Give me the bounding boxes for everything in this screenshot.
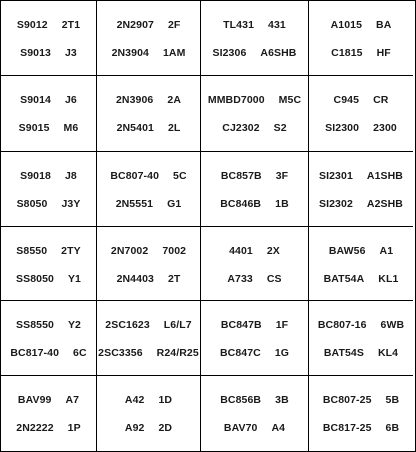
table-cell [1,376,97,451]
part-number: S8050 [16,198,48,210]
part-entry [309,198,413,210]
part-number: 2N2222 [16,422,54,434]
part-entry [1,245,96,257]
table-cell [1,227,97,301]
part-entry [201,273,308,285]
marking-code: 2F [167,19,181,31]
part-number: 2N4403 [116,273,154,285]
marking-code: 2X [266,245,280,257]
part-entry [1,170,96,182]
part-number: BAT54A [323,273,365,285]
marking-code: A2SHB [366,198,403,210]
part-number: SI2301 [319,170,353,182]
part-entry [201,170,308,182]
part-entry [201,94,308,106]
part-entry [201,319,308,331]
part-number: BC847B [220,319,262,331]
table-cell [97,227,201,301]
table-cell [97,152,201,227]
part-entry [1,347,96,359]
part-entry [201,347,308,359]
marking-code: CS [266,273,282,285]
part-entry [97,170,200,182]
marking-code: Y2 [67,319,81,331]
marking-code: 2D [158,422,173,434]
part-entry [97,94,200,106]
part-number: A42 [124,394,145,406]
marking-code: S2 [273,122,287,134]
part-entry [309,47,413,59]
part-entry [97,394,200,406]
part-number: MMBD7000 [207,94,265,106]
part-number: BAT54S [323,347,364,359]
part-entry [97,347,200,359]
marking-code: 2T [167,273,181,285]
part-number: S9013 [20,47,51,59]
part-number: BC807-40 [110,170,160,182]
marking-code: 6C [73,347,87,359]
part-number: 2N3906 [115,94,154,106]
marking-code: M6 [63,122,79,134]
part-number: BAV99 [17,394,52,406]
part-number: 2N5401 [116,122,154,134]
part-entry [97,245,200,257]
marking-code: 2L [167,122,181,134]
part-number: 2SC1623 [105,319,150,331]
table-cell [309,152,413,227]
part-entry [309,422,413,434]
marking-code: 1G [274,347,290,359]
marking-code: 3B [275,394,289,406]
part-number: S9014 [20,94,51,106]
part-entry [309,394,413,406]
part-number: BAV70 [223,422,258,434]
marking-code: L6/L7 [163,319,192,331]
part-number: BC857B [220,170,262,182]
table-cell [1,152,97,227]
part-number: S9012 [16,19,48,31]
part-number: SI2302 [319,198,353,210]
part-entry [201,198,308,210]
part-number: BC856B [220,394,262,406]
table-cell [309,376,413,451]
part-entry [1,273,96,285]
marking-code: 1D [158,394,173,406]
table-cell [97,301,201,376]
part-entry [97,273,200,285]
part-number: SS8050 [15,273,54,285]
part-number: BC817-25 [322,422,372,434]
part-entry [97,198,200,210]
marking-code: HF [376,47,391,59]
marking-code: CR [373,94,389,106]
table-cell [201,152,309,227]
part-entry [1,47,96,59]
marking-code: 1F [275,319,289,331]
marking-code: M5C [278,94,302,106]
part-number: CJ2302 [222,122,260,134]
table-cell [97,76,201,152]
marking-code: J3 [64,47,77,59]
part-number: BC846B [220,198,262,210]
part-number: BC847C [219,347,261,359]
marking-code: A4 [271,422,286,434]
marking-code: R24/R25 [156,347,199,359]
marking-code: KL1 [378,273,399,285]
marking-code: 1AM [162,47,186,59]
part-number: SS8550 [15,319,54,331]
part-entry [97,422,200,434]
part-entry [1,19,96,31]
part-number: C945 [333,94,360,106]
part-entry [97,19,200,31]
part-number: 4401 [229,245,253,257]
part-number: C1815 [331,47,363,59]
table-cell [201,376,309,451]
marking-code: 5C [173,170,187,182]
marking-code: 2A [167,94,181,106]
table-cell [1,76,97,152]
marking-code: 5B [385,394,400,406]
part-number: BC807-25 [322,394,372,406]
table-cell [309,76,413,152]
marking-code: 2T1 [61,19,81,31]
part-entry [97,319,200,331]
part-entry [1,319,96,331]
part-entry [309,170,413,182]
part-entry [97,47,200,59]
part-entry [309,122,413,134]
marking-code: J8 [64,170,77,182]
table-cell [201,301,309,376]
part-number: SI2306 [212,47,247,59]
part-number: BAW56 [328,245,366,257]
marking-code: 6WB [380,319,405,331]
table-cell [201,1,309,76]
table-cell [309,301,413,376]
table-cell [1,301,97,376]
marking-code: BA [376,19,392,31]
marking-code: A6SHB [260,47,297,59]
part-entry [309,319,413,331]
table-cell [309,227,413,301]
part-number: 2SC3356 [98,347,143,359]
marking-code: A1 [379,245,394,257]
part-entry [201,47,308,59]
table-cell [201,76,309,152]
part-entry [201,122,308,134]
part-number: TL431 [223,19,255,31]
table-cell [97,1,201,76]
part-number: 2N3904 [111,47,149,59]
table-cell [201,227,309,301]
marking-code: 2300 [373,122,397,134]
marking-code: G1 [167,198,182,210]
part-number: SI2300 [325,122,360,134]
marking-code: 6B [385,422,400,434]
part-entry [309,347,413,359]
part-number: A92 [124,422,145,434]
marking-code: KL4 [377,347,399,359]
part-entry [309,94,413,106]
part-entry [201,394,308,406]
table-cell [97,376,201,451]
part-number: S8550 [16,245,48,257]
marking-code: 7002 [162,245,187,257]
part-entry [1,394,96,406]
part-entry [1,122,96,134]
part-entry [309,19,413,31]
part-entry [1,198,96,210]
part-number: 2N7002 [110,245,149,257]
part-number: S9015 [18,122,50,134]
marking-code: 2TY [61,245,81,257]
part-number: 2N2907 [116,19,154,31]
part-entry [201,19,308,31]
part-number: BC807-16 [317,319,367,331]
part-number: A1015 [330,19,363,31]
part-number: S9018 [20,170,51,182]
marking-code: A1SHB [366,170,403,182]
marking-code: A7 [65,394,80,406]
marking-code: J6 [64,94,77,106]
table-cell [1,1,97,76]
marking-code: 1B [275,198,289,210]
marking-code: 3F [275,170,289,182]
part-entry [1,422,96,434]
marking-code: 431 [268,19,286,31]
table-cell [309,1,413,76]
part-number: 2N5551 [115,198,154,210]
part-entry [201,422,308,434]
marking-code: Y1 [67,273,81,285]
part-entry [201,245,308,257]
part-number: A733 [227,273,253,285]
part-entry [309,245,413,257]
part-entry [1,94,96,106]
part-number: BC817-40 [10,347,60,359]
part-entry [97,122,200,134]
marking-code: J3Y [61,198,81,210]
marking-code: 1P [67,422,81,434]
part-entry [309,273,413,285]
